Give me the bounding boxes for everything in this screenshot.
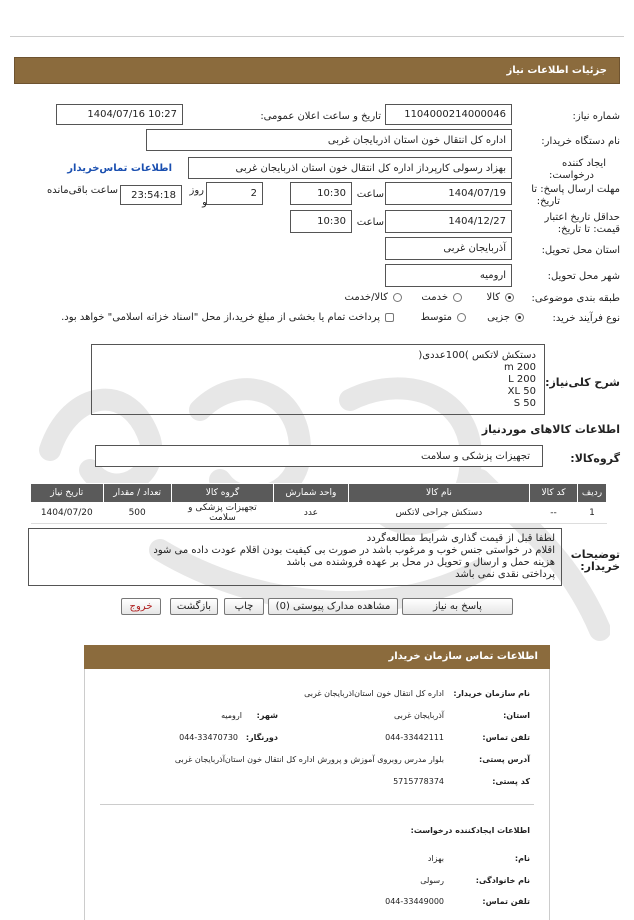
- category-radio-goods[interactable]: کالا: [486, 292, 514, 303]
- notes-label-2: خریدار:: [580, 560, 620, 573]
- table-cell: --: [530, 503, 578, 524]
- remaining-time-label: ساعت باقی‌مانده: [46, 185, 118, 196]
- category-radio-service[interactable]: خدمت: [421, 292, 462, 303]
- deadline-label-2: تاریخ:: [536, 196, 560, 207]
- top-divider: [10, 36, 624, 37]
- radio-icon: [515, 313, 524, 322]
- notes-line: لطفا قبل از قیمت گذاری شرایط مطالعه‌گردد: [366, 533, 555, 544]
- deadline-time-field: 10:30: [290, 182, 352, 205]
- radio-icon: [457, 313, 466, 322]
- contact-org-label: نام سازمان خریدار:: [453, 689, 530, 698]
- contact-province-label: استان:: [503, 711, 530, 720]
- validity-date-field: 1404/12/27: [385, 210, 512, 233]
- category-label: طبقه بندی موضوعی:: [531, 293, 620, 304]
- description-line: L 200: [508, 374, 536, 385]
- contact-address-label: آدرس پستی:: [479, 755, 530, 764]
- notes-label-1: توضیحات: [570, 548, 620, 561]
- exit-button[interactable]: خروج: [121, 598, 161, 615]
- days-label: روز: [189, 185, 204, 196]
- contact-address-value: بلوار مدرس روبروی آموزش و پرورش اداره کل انتقال خون استان‌آذربایجان غربی: [174, 755, 444, 764]
- contact-phone-value: 044-33442111: [385, 733, 444, 742]
- deadline-label-1: مهلت ارسال پاسخ: تا: [531, 184, 620, 195]
- goods-table: [30, 483, 607, 524]
- checkbox-icon: [385, 313, 394, 322]
- need-number-field: 1104000214000046: [385, 104, 512, 125]
- validity-label-1: حداقل تاریخ اعتبار: [544, 212, 620, 223]
- purchase-radio-medium[interactable]: متوسط: [421, 312, 466, 323]
- creator-label-2: درخواست:: [549, 170, 594, 181]
- contact-postal-value: 5715778374: [393, 777, 444, 786]
- notes-line: پرداختی نقدی نمی باشد: [455, 569, 555, 580]
- contact-phone-label: تلفن تماس:: [482, 733, 530, 742]
- contact-org-value: اداره کل انتقال خون استان‌اذربایجان غربی: [304, 689, 444, 698]
- table-cell: عدد: [274, 503, 349, 524]
- days-suffix: و: [202, 197, 207, 208]
- page-title: جزئیات اطلاعات نیاز: [14, 57, 620, 84]
- description-line: XL 50: [507, 386, 536, 397]
- radio-icon: [505, 293, 514, 302]
- days-field: 2: [206, 182, 263, 205]
- validity-time-field: 10:30: [290, 210, 352, 233]
- table-cell: 1404/07/20: [31, 503, 104, 524]
- description-line: m 200: [503, 362, 536, 373]
- creator-phone-value: 044-33449000: [385, 897, 444, 906]
- creator-last-name-value: رسولی: [420, 876, 444, 885]
- contact-fax-value: 044-33470730: [179, 733, 238, 742]
- remaining-time-field: 23:54:18: [120, 185, 182, 205]
- announce-label: تاریخ و ساعت اعلان عمومی:: [260, 111, 381, 122]
- table-cell: 500: [103, 503, 171, 524]
- description-line: S 50: [513, 398, 536, 409]
- creator-info-title: اطلاعات ایجادکننده درخواست:: [410, 826, 530, 835]
- description-box: [91, 344, 545, 415]
- contact-divider: [100, 804, 534, 805]
- creator-last-name-label: نام خانوادگی:: [475, 876, 530, 885]
- creator-first-name-label: نام:: [514, 854, 530, 863]
- city-field: ارومیه: [385, 264, 512, 287]
- creator-field: بهزاد رسولی کارپرداز اداره کل انتقال خون استان اذربایجان غربی: [188, 157, 512, 179]
- deadline-time-label: ساعت: [356, 189, 384, 200]
- table-header: نام کالا: [348, 484, 529, 503]
- table-header-row: [31, 484, 607, 503]
- buyer-org-label: نام دستگاه خریدار:: [541, 136, 620, 147]
- table-header: تاریخ نیاز: [31, 484, 104, 503]
- category-radio-both[interactable]: کالا/خدمت: [345, 292, 403, 303]
- contact-fax-label: دورنگار:: [245, 733, 278, 742]
- table-header: ردیف: [578, 484, 607, 503]
- announce-datetime-field: 1404/07/16 10:27: [56, 104, 183, 125]
- goods-group-label: گروه‌کالا:: [570, 452, 620, 465]
- table-header: واحد شمارش: [274, 484, 349, 503]
- reply-button[interactable]: پاسخ به نیاز: [402, 598, 513, 615]
- buyer-contact-link[interactable]: اطلاعات تماس‌خریدار: [67, 163, 172, 174]
- description-label: شرح کلی‌نیاز:: [545, 376, 620, 389]
- goods-section-title: اطلاعات کالاهای موردنیاز: [481, 423, 620, 436]
- deadline-date-field: 1404/07/19: [385, 182, 512, 205]
- contact-section-title: اطلاعات تماس سازمان خریدار: [84, 645, 550, 669]
- notes-box: [28, 528, 562, 586]
- table-header: تعداد / مقدار: [103, 484, 171, 503]
- province-label: استان محل تحویل:: [541, 245, 620, 256]
- description-line: دستکش لاتکس )100عددی(: [418, 350, 536, 361]
- validity-time-label: ساعت: [356, 217, 384, 228]
- purchase-radio-minor[interactable]: جزیی: [487, 312, 524, 323]
- contact-city-label: شهر:: [256, 711, 278, 720]
- buyer-org-field: اداره کل انتقال خون استان اذربایجان غربی: [146, 129, 512, 151]
- creator-label-1: ایجاد کننده: [562, 158, 606, 169]
- table-cell: تجهیزات پزشکی و سلامت: [171, 503, 273, 524]
- creator-phone-label: تلفن تماس:: [482, 897, 530, 906]
- table-row[interactable]: [31, 503, 607, 524]
- table-header: گروه کالا: [171, 484, 273, 503]
- back-button[interactable]: بازگشت: [170, 598, 218, 615]
- radio-icon: [393, 293, 402, 302]
- purchase-type-label: نوع فرآیند خرید:: [552, 313, 620, 324]
- treasury-payment-checkbox[interactable]: پرداخت تمام یا بخشی از مبلغ خرید،از محل "اسناد خزانه اسلامی" خواهد بود.: [61, 312, 394, 323]
- contact-province-value: آذربایجان غربی: [393, 711, 444, 720]
- view-attachments-button[interactable]: مشاهده مدارک پیوستی (0): [268, 598, 398, 615]
- table-cell: 1: [578, 503, 607, 524]
- province-field: آذربایجان غربی: [385, 237, 512, 260]
- radio-icon: [453, 293, 462, 302]
- contact-city-value: ارومیه: [221, 711, 242, 720]
- notes-line: اقلام در خواستی جنس خوب و مرغوب باشد در صورت بی کیفیت بودن اقلام عودت داده می شود: [153, 545, 555, 556]
- need-number-label: شماره نیاز:: [572, 111, 620, 122]
- goods-group-field: تجهیزات پزشکی و سلامت: [95, 445, 543, 467]
- validity-label-2: قیمت: تا تاریخ:: [557, 224, 620, 235]
- notes-line: هزینه حمل و ارسال و تحویل در محل بر عهده فروشنده می باشد: [286, 557, 555, 568]
- contact-postal-label: کد پستی:: [492, 777, 530, 786]
- print-button[interactable]: چاپ: [224, 598, 264, 615]
- city-label: شهر محل تحویل:: [547, 271, 620, 282]
- table-cell: دستکش جراحی لاتکس: [348, 503, 529, 524]
- table-header: کد کالا: [530, 484, 578, 503]
- creator-first-name-value: بهزاد: [427, 854, 444, 863]
